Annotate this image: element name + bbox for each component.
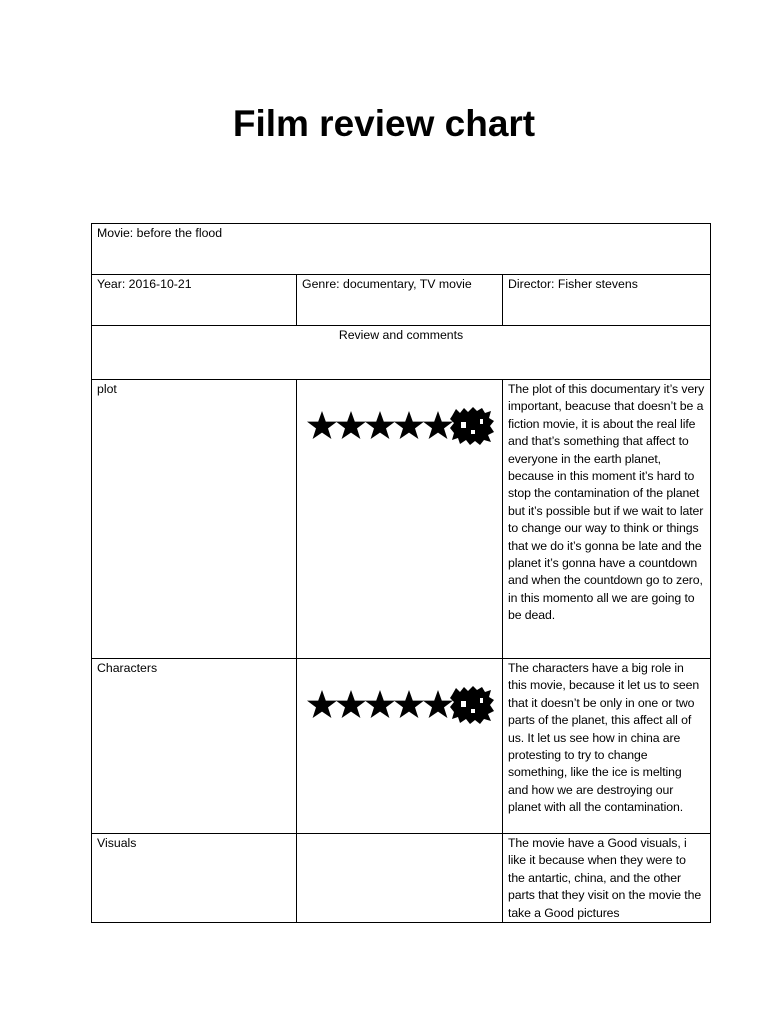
star-icon: [335, 689, 367, 721]
rating-cell-visuals: [297, 834, 503, 923]
director-cell: Director: Fisher stevens: [503, 275, 711, 326]
star-icon: [335, 410, 367, 442]
stars-group: [306, 685, 495, 725]
star-icon: [306, 410, 338, 442]
star-icon: [393, 410, 425, 442]
comment-cell-plot: The plot of this documentary it’s very important, beacuse that doesn’t be a fiction movie, it is about the real life and that’s something that affect to everyone in the earth planet, because in this moment it’s hard to stop the contamination of the planet but it’s possible but if we wait to later to change our way to think or things that we do it’s gonna be late and the planet it’s gonna have a countdown and when the countdown go to zero, in this momento all we are going to be dead.: [503, 380, 711, 659]
scribble-icon: [449, 685, 495, 725]
review-header-cell: Review and comments: [92, 326, 711, 380]
star-icon: [364, 410, 396, 442]
comment-cell-visuals: The movie have a Good visuals, i like it because when they were to the antartic, china, and the other parts that they visit on the movie the take a Good pictures: [503, 834, 711, 923]
review-table: [91, 223, 711, 923]
row-label-visuals: Visuals: [92, 834, 297, 923]
rating-cell-plot: [297, 380, 503, 659]
review-header-row: [92, 326, 711, 380]
details-row: [92, 275, 711, 326]
star-icon: [364, 689, 396, 721]
movie-cell: Movie: before the flood: [92, 224, 711, 275]
genre-cell: Genre: documentary, TV movie: [297, 275, 503, 326]
table-row: [92, 380, 711, 659]
year-cell: Year: 2016-10-21: [92, 275, 297, 326]
row-label-characters: Characters: [92, 659, 297, 834]
star-icon: [393, 689, 425, 721]
page-title: Film review chart: [232, 103, 536, 144]
movie-row: [92, 224, 711, 275]
row-label-plot: plot: [92, 380, 297, 659]
stars-group: [306, 406, 495, 446]
scribble-icon: [449, 406, 495, 446]
comment-cell-characters: The characters have a big role in this movie, because it let us to seen that it doesn’t be only in one or two parts of the planet, this affect all of us. It let us see how in china are protesting to try to change something, like the ice is melting and how we are destroying our planet with all the contamination.: [503, 659, 711, 834]
star-icon: [306, 689, 338, 721]
table-row: [92, 659, 711, 834]
rating-cell-characters: [297, 659, 503, 834]
table-row: [92, 834, 711, 923]
